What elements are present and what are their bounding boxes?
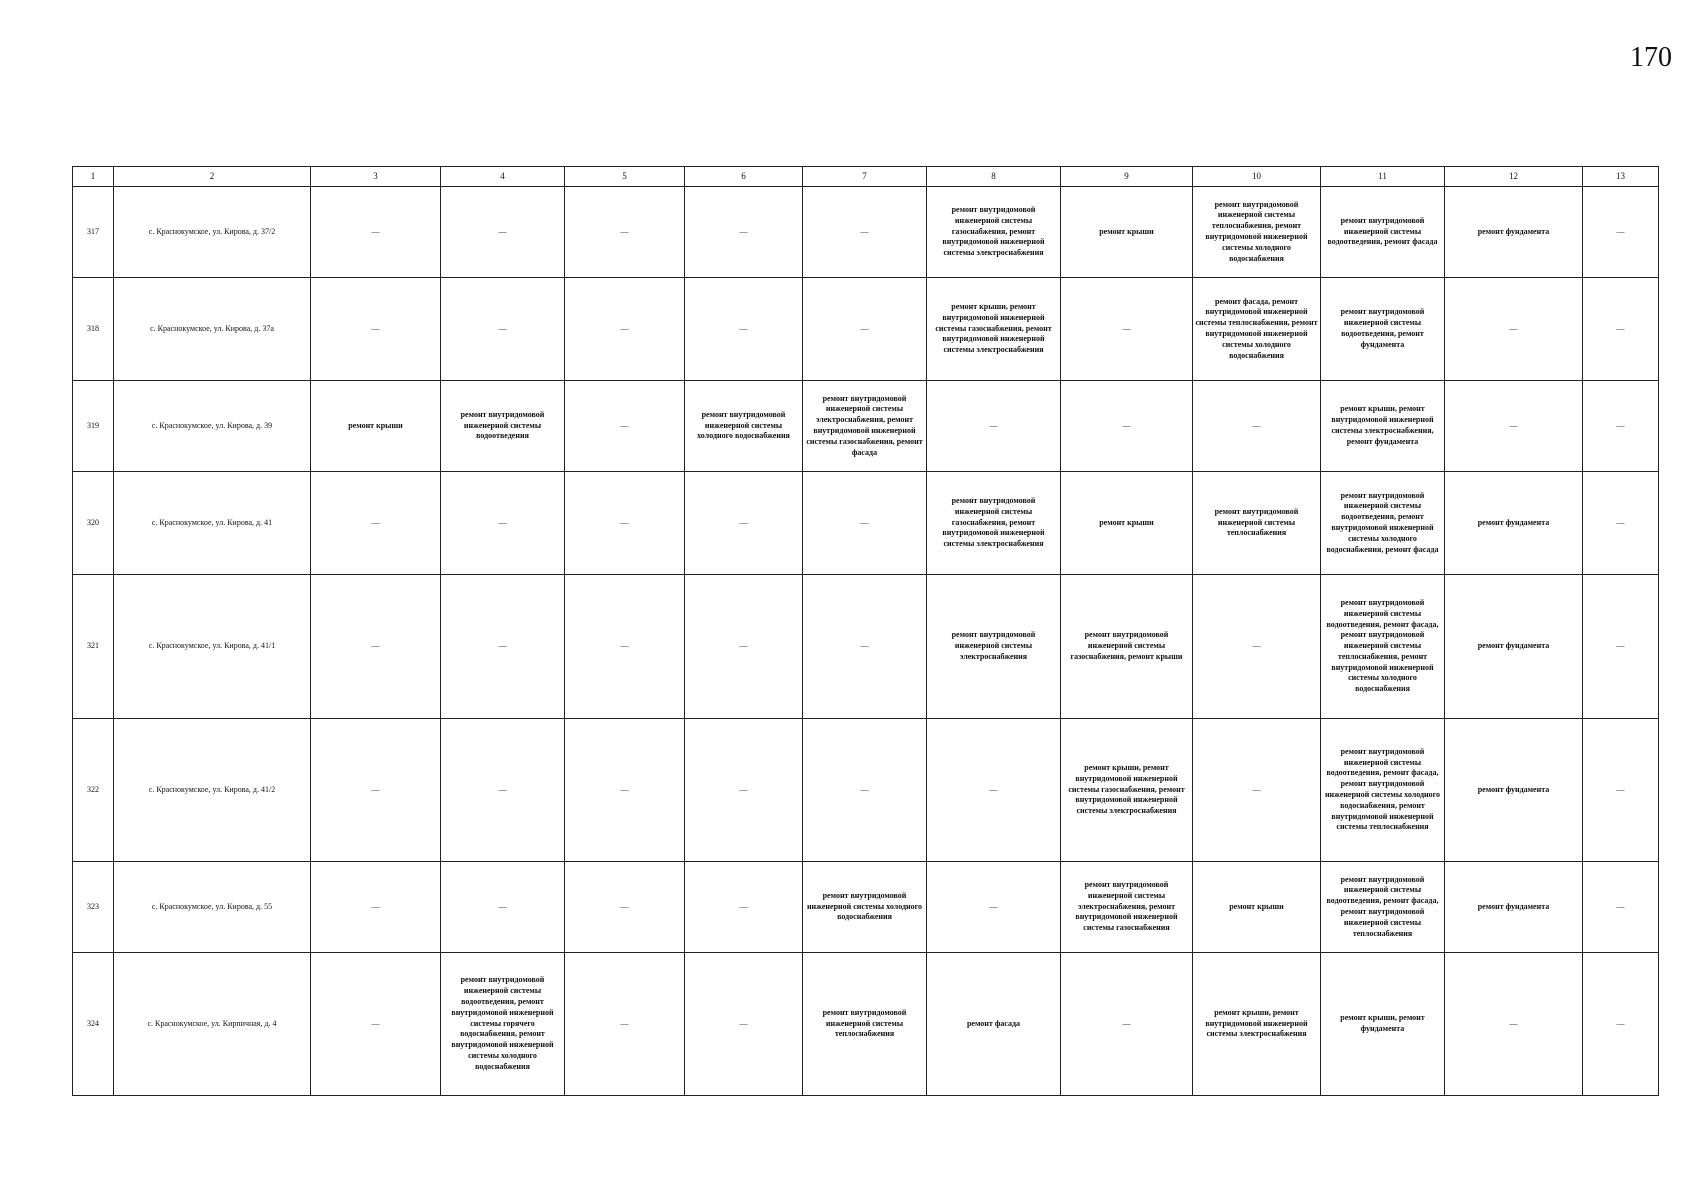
row-number: 322 bbox=[73, 719, 114, 862]
work-cell: ремонт внутридомовой инженерной системы водоотведения, ремонт фундамента bbox=[1321, 278, 1445, 381]
column-header: 3 bbox=[311, 167, 441, 187]
empty-cell: — bbox=[1445, 278, 1583, 381]
empty-cell: — bbox=[1583, 472, 1659, 575]
empty-cell: — bbox=[1583, 278, 1659, 381]
column-header: 6 bbox=[685, 167, 803, 187]
row-number: 319 bbox=[73, 381, 114, 472]
work-cell: ремонт внутридомовой инженерной системы электроснабжения bbox=[927, 575, 1061, 719]
work-cell: ремонт крыши bbox=[1061, 472, 1193, 575]
empty-cell: — bbox=[1583, 862, 1659, 953]
work-cell: ремонт крыши, ремонт внутридомовой инженерной системы газоснабжения, ремонт внутридомовой инженерной системы электроснабжения bbox=[1061, 719, 1193, 862]
empty-cell: — bbox=[1583, 719, 1659, 862]
row-number: 318 bbox=[73, 278, 114, 381]
table-row bbox=[73, 187, 1659, 278]
work-cell: ремонт фундамента bbox=[1445, 187, 1583, 278]
table-row bbox=[73, 953, 1659, 1096]
empty-cell: — bbox=[311, 719, 441, 862]
work-cell: ремонт крыши bbox=[311, 381, 441, 472]
column-header: 7 bbox=[803, 167, 927, 187]
work-cell: ремонт внутридомовой инженерной системы газоснабжения, ремонт крыши bbox=[1061, 575, 1193, 719]
empty-cell: — bbox=[565, 278, 685, 381]
work-cell: ремонт фундамента bbox=[1445, 575, 1583, 719]
repair-schedule-table bbox=[72, 166, 1659, 1096]
empty-cell: — bbox=[565, 472, 685, 575]
row-number: 321 bbox=[73, 575, 114, 719]
empty-cell: — bbox=[1583, 187, 1659, 278]
work-cell: ремонт внутридомовой инженерной системы газоснабжения, ремонт внутридомовой инженерной системы электроснабжения bbox=[927, 187, 1061, 278]
work-cell: ремонт фундамента bbox=[1445, 862, 1583, 953]
column-header: 1 bbox=[73, 167, 114, 187]
empty-cell: — bbox=[441, 472, 565, 575]
empty-cell: — bbox=[803, 187, 927, 278]
empty-cell: — bbox=[927, 862, 1061, 953]
empty-cell: — bbox=[441, 862, 565, 953]
address-cell: с. Краснокумское, ул. Кирпичная, д. 4 bbox=[114, 953, 311, 1096]
empty-cell: — bbox=[1061, 953, 1193, 1096]
empty-cell: — bbox=[1061, 278, 1193, 381]
work-cell: ремонт фасада bbox=[927, 953, 1061, 1096]
table-body bbox=[73, 187, 1659, 1096]
work-cell: ремонт внутридомовой инженерной системы водоотведения, ремонт фасада, ремонт внутридомовой инженерной системы теплоснабжения bbox=[1321, 862, 1445, 953]
column-header: 13 bbox=[1583, 167, 1659, 187]
empty-cell: — bbox=[927, 719, 1061, 862]
column-header: 11 bbox=[1321, 167, 1445, 187]
empty-cell: — bbox=[441, 278, 565, 381]
header-row bbox=[73, 167, 1659, 187]
address-cell: с. Краснокумское, ул. Кирова, д. 41 bbox=[114, 472, 311, 575]
work-cell: ремонт внутридомовой инженерной системы электроснабжения, ремонт внутридомовой инженерной системы газоснабжения bbox=[1061, 862, 1193, 953]
empty-cell: — bbox=[311, 953, 441, 1096]
row-number: 323 bbox=[73, 862, 114, 953]
empty-cell: — bbox=[1583, 575, 1659, 719]
empty-cell: — bbox=[685, 472, 803, 575]
address-cell: с. Краснокумское, ул. Кирова, д. 37/2 bbox=[114, 187, 311, 278]
empty-cell: — bbox=[565, 381, 685, 472]
row-number: 320 bbox=[73, 472, 114, 575]
work-cell: ремонт внутридомовой инженерной системы электроснабжения, ремонт внутридомовой инженерной системы газоснабжения, ремонт фасада bbox=[803, 381, 927, 472]
work-cell: ремонт внутридомовой инженерной системы теплоснабжения bbox=[803, 953, 927, 1096]
work-cell: ремонт внутридомовой инженерной системы водоотведения, ремонт фасада bbox=[1321, 187, 1445, 278]
table-row bbox=[73, 719, 1659, 862]
address-cell: с. Краснокумское, ул. Кирова, д. 37а bbox=[114, 278, 311, 381]
work-cell: ремонт крыши, ремонт фундамента bbox=[1321, 953, 1445, 1096]
table-row bbox=[73, 278, 1659, 381]
address-cell: с. Краснокумское, ул. Кирова, д. 55 bbox=[114, 862, 311, 953]
address-cell: с. Краснокумское, ул. Кирова, д. 41/2 bbox=[114, 719, 311, 862]
work-cell: ремонт фундамента bbox=[1445, 472, 1583, 575]
empty-cell: — bbox=[803, 472, 927, 575]
empty-cell: — bbox=[311, 575, 441, 719]
column-header: 12 bbox=[1445, 167, 1583, 187]
work-cell: ремонт крыши bbox=[1061, 187, 1193, 278]
work-cell: ремонт внутридомовой инженерной системы водоотведения, ремонт фасада, ремонт внутридомовой инженерной системы холодного водоснабжения, ремонт внутридомовой инженерной системы теплоснабжения bbox=[1321, 719, 1445, 862]
column-header: 4 bbox=[441, 167, 565, 187]
empty-cell: — bbox=[685, 719, 803, 862]
table-row bbox=[73, 472, 1659, 575]
work-cell: ремонт внутридомовой инженерной системы холодного водоснабжения bbox=[685, 381, 803, 472]
column-header: 9 bbox=[1061, 167, 1193, 187]
work-cell: ремонт внутридомовой инженерной системы водоотведения bbox=[441, 381, 565, 472]
work-cell: ремонт фасада, ремонт внутридомовой инженерной системы теплоснабжения, ремонт внутридомовой инженерной системы холодного водоснабжения bbox=[1193, 278, 1321, 381]
empty-cell: — bbox=[803, 278, 927, 381]
empty-cell: — bbox=[311, 278, 441, 381]
work-cell: ремонт внутридомовой инженерной системы водоотведения, ремонт фасада, ремонт внутридомовой инженерной системы теплоснабжения, ремонт внутридомовой инженерной системы холодного водоснабжения bbox=[1321, 575, 1445, 719]
empty-cell: — bbox=[441, 187, 565, 278]
work-cell: ремонт крыши, ремонт внутридомовой инженерной системы электроснабжения bbox=[1193, 953, 1321, 1096]
column-header: 2 bbox=[114, 167, 311, 187]
row-number: 324 bbox=[73, 953, 114, 1096]
empty-cell: — bbox=[311, 472, 441, 575]
empty-cell: — bbox=[803, 575, 927, 719]
empty-cell: — bbox=[927, 381, 1061, 472]
empty-cell: — bbox=[1061, 381, 1193, 472]
empty-cell: — bbox=[685, 187, 803, 278]
empty-cell: — bbox=[1193, 381, 1321, 472]
work-cell: ремонт внутридомовой инженерной системы теплоснабжения, ремонт внутридомовой инженерной системы холодного водоснабжения bbox=[1193, 187, 1321, 278]
empty-cell: — bbox=[565, 575, 685, 719]
work-cell: ремонт внутридомовой инженерной системы холодного водоснабжения bbox=[803, 862, 927, 953]
empty-cell: — bbox=[1193, 575, 1321, 719]
empty-cell: — bbox=[565, 719, 685, 862]
empty-cell: — bbox=[803, 719, 927, 862]
table-row bbox=[73, 575, 1659, 719]
address-cell: с. Краснокумское, ул. Кирова, д. 39 bbox=[114, 381, 311, 472]
empty-cell: — bbox=[1583, 953, 1659, 1096]
work-cell: ремонт внутридомовой инженерной системы водоотведения, ремонт внутридомовой инженерной системы холодного водоснабжения, ремонт фасада bbox=[1321, 472, 1445, 575]
work-cell: ремонт крыши, ремонт внутридомовой инженерной системы электроснабжения, ремонт фундамента bbox=[1321, 381, 1445, 472]
empty-cell: — bbox=[311, 187, 441, 278]
work-cell: ремонт внутридомовой инженерной системы теплоснабжения bbox=[1193, 472, 1321, 575]
empty-cell: — bbox=[685, 278, 803, 381]
address-cell: с. Краснокумское, ул. Кирова, д. 41/1 bbox=[114, 575, 311, 719]
empty-cell: — bbox=[311, 862, 441, 953]
empty-cell: — bbox=[685, 862, 803, 953]
empty-cell: — bbox=[441, 719, 565, 862]
column-header: 5 bbox=[565, 167, 685, 187]
work-cell: ремонт фундамента bbox=[1445, 719, 1583, 862]
work-cell: ремонт внутридомовой инженерной системы газоснабжения, ремонт внутридомовой инженерной системы электроснабжения bbox=[927, 472, 1061, 575]
column-header: 8 bbox=[927, 167, 1061, 187]
column-header: 10 bbox=[1193, 167, 1321, 187]
empty-cell: — bbox=[1445, 953, 1583, 1096]
empty-cell: — bbox=[1445, 381, 1583, 472]
table-row bbox=[73, 381, 1659, 472]
work-cell: ремонт внутридомовой инженерной системы водоотведения, ремонт внутридомовой инженерной системы горячего водоснабжения, ремонт внутридомовой инженерной системы холодного водоснабжения bbox=[441, 953, 565, 1096]
empty-cell: — bbox=[1193, 719, 1321, 862]
empty-cell: — bbox=[685, 953, 803, 1096]
empty-cell: — bbox=[565, 187, 685, 278]
empty-cell: — bbox=[441, 575, 565, 719]
empty-cell: — bbox=[565, 862, 685, 953]
work-cell: ремонт крыши, ремонт внутридомовой инженерной системы газоснабжения, ремонт внутридомовой инженерной системы электроснабжения bbox=[927, 278, 1061, 381]
empty-cell: — bbox=[685, 575, 803, 719]
page-number: 170 bbox=[1630, 42, 1672, 73]
table-header bbox=[73, 167, 1659, 187]
empty-cell: — bbox=[1583, 381, 1659, 472]
row-number: 317 bbox=[73, 187, 114, 278]
empty-cell: — bbox=[565, 953, 685, 1096]
table-row bbox=[73, 862, 1659, 953]
work-cell: ремонт крыши bbox=[1193, 862, 1321, 953]
